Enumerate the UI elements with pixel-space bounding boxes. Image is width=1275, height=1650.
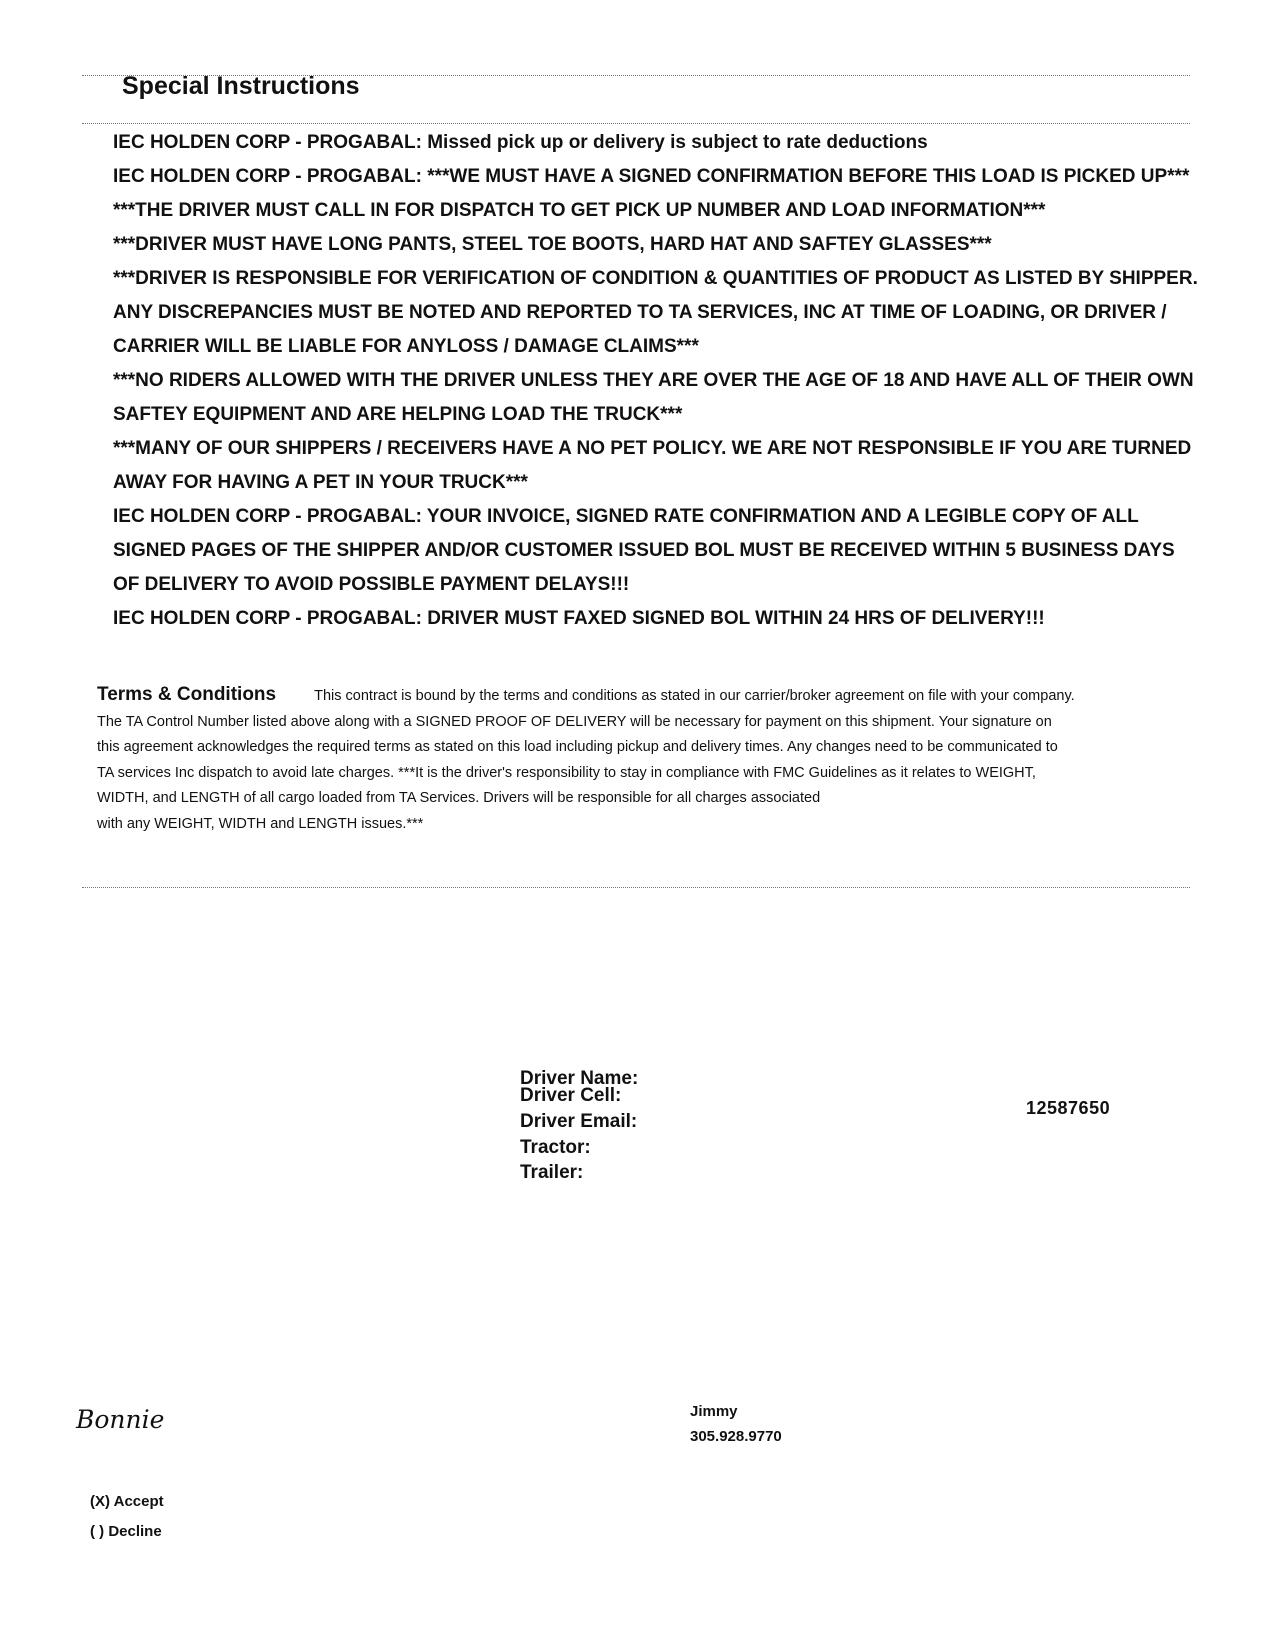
terms-and-conditions	[97, 682, 1077, 837]
terms-body-last: with any WEIGHT, WIDTH and LENGTH issues.***	[97, 815, 424, 832]
instruction-line: ***THE DRIVER MUST CALL IN FOR DISPATCH TO GET PICK UP NUMBER AND LOAD INFORMATION***	[113, 200, 1046, 221]
special-instructions-list	[113, 126, 1203, 636]
terms-divider	[82, 887, 1190, 888]
instruction-line: ***NO RIDERS ALLOWED WITH THE DRIVER UNLESS THEY ARE OVER THE AGE OF 18 AND HAVE ALL OF THEIR OWN SAFTEY EQUIPMENT AND ARE HELPING LOAD THE TRUCK***	[113, 370, 1194, 425]
contact-name: Jimmy	[690, 1403, 738, 1420]
tractor-label: Tractor:	[520, 1137, 591, 1158]
title-divider	[82, 123, 1190, 124]
accept-option[interactable]: (X) Accept	[90, 1493, 164, 1510]
driver-email-label: Driver Email:	[520, 1111, 638, 1132]
instruction-line: ***MANY OF OUR SHIPPERS / RECEIVERS HAVE A NO PET POLICY. WE ARE NOT RESPONSIBLE IF YOU ARE TURNED AWAY FOR HAVING A PET IN YOUR TRUCK***	[113, 438, 1192, 493]
contact-phone: 305.928.9770	[690, 1428, 782, 1445]
signature: Bonnie	[76, 1405, 165, 1434]
instruction-line: ***DRIVER IS RESPONSIBLE FOR VERIFICATION OF CONDITION & QUANTITIES OF PRODUCT AS LISTED BY SHIPPER. ANY DISCREPANCIES MUST BE NOTED AND REPORTED TO TA SERVICES, INC AT TIME OF LOADING, OR DRIVER / CARRIER WILL BE LIABLE FOR ANYLOSS / DAMAGE CLAIMS***	[113, 268, 1198, 357]
driver-name-label: Driver Name:	[520, 1068, 639, 1089]
instruction-line: IEC HOLDEN CORP - PROGABAL: YOUR INVOICE, SIGNED RATE CONFIRMATION AND A LEGIBLE COPY OF ALL SIGNED PAGES OF THE SHIPPER AND/OR CUSTOMER ISSUED BOL MUST BE RECEIVED WITHIN 5 BUSINESS DAYS OF DELIVERY TO AVOID POSSIBLE PAYMENT DELAYS!!!	[113, 506, 1175, 595]
terms-body: This contract is bound by the terms and conditions as stated in our carrier/broker agreement on file with your company. The TA Control Number listed above along with a SIGNED PROOF OF DELIVERY will be necessary for payment on this shipment. Your signature on this agreement acknowledges the required terms as stated on this load including pickup and delivery times. Any changes need to be communicated to TA services Inc dispatch to avoid late charges. ***It is the driver's responsibility to stay in compliance with FMC Guidelines as it relates to WEIGHT, WIDTH, and LENGTH of all cargo loaded from TA Services. Drivers will be responsible for all charges associated	[97, 688, 1075, 806]
instruction-line: IEC HOLDEN CORP - PROGABAL: DRIVER MUST FAXED SIGNED BOL WITHIN 24 HRS OF DELIVERY!!!	[113, 608, 1045, 629]
instruction-line: ***DRIVER MUST HAVE LONG PANTS, STEEL TOE BOOTS, HARD HAT AND SAFTEY GLASSES***	[113, 234, 992, 255]
trailer-label: Trailer:	[520, 1162, 584, 1183]
terms-heading: Terms & Conditions	[97, 684, 277, 705]
special-instructions-title: Special Instructions	[122, 72, 360, 100]
decline-option[interactable]: ( ) Decline	[90, 1523, 162, 1540]
driver-cell-value: 12587650	[1026, 1098, 1111, 1118]
instruction-line: IEC HOLDEN CORP - PROGABAL: ***WE MUST HAVE A SIGNED CONFIRMATION BEFORE THIS LOAD IS PICKED UP***	[113, 166, 1190, 187]
instruction-line: IEC HOLDEN CORP - PROGABAL: Missed pick up or delivery is subject to rate deductions	[113, 132, 928, 153]
driver-cell-label: Driver Cell:	[520, 1085, 622, 1106]
